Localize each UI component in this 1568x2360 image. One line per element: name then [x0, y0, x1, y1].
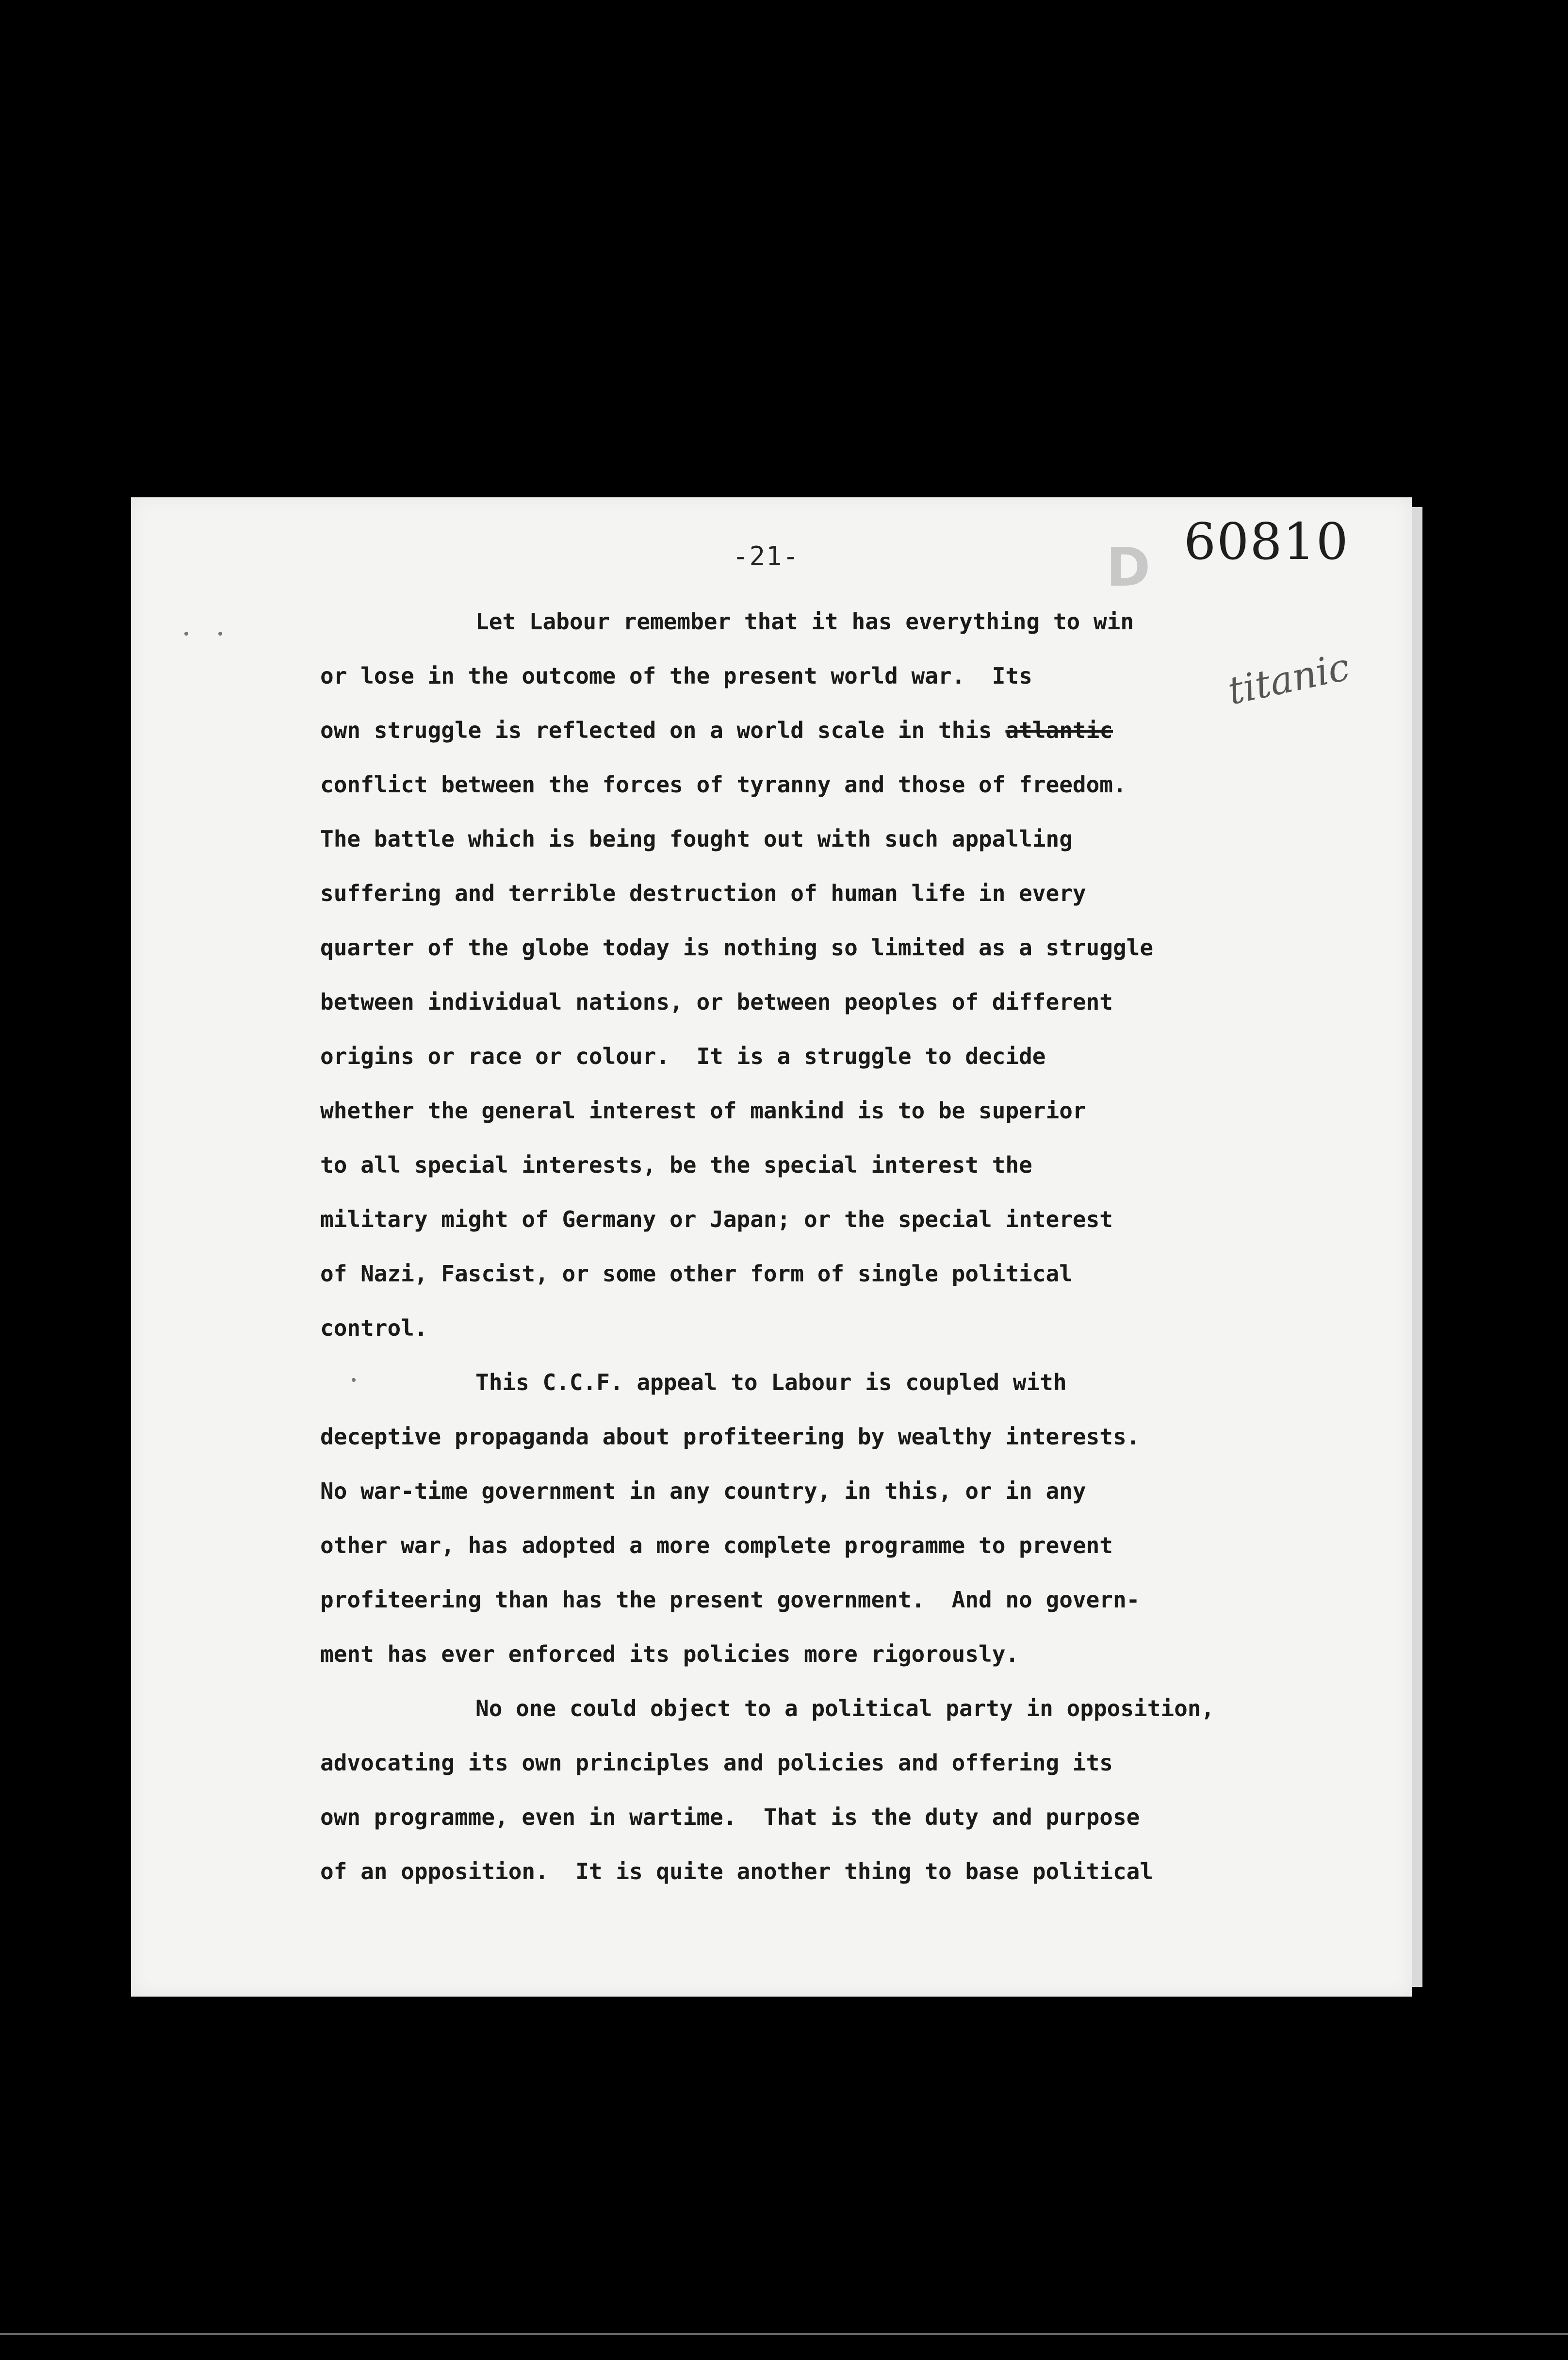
text-line: control. [320, 1315, 428, 1341]
text-line: quarter of the globe today is nothing so limited as a struggle [320, 934, 1154, 961]
document-id: 60810 [1184, 512, 1349, 571]
page-number: -21- [733, 541, 800, 572]
text-line: of an opposition. It is quite another thing to base political [320, 1858, 1154, 1885]
handwritten-correction: titanic [1224, 645, 1354, 714]
text-line: The battle which is being fought out with such appalling [320, 826, 1073, 852]
text-line: of Nazi, Fascist, or some other form of single political [320, 1261, 1073, 1287]
dust-speck [352, 1378, 356, 1382]
archive-stamp-letter: D [1106, 536, 1151, 598]
struck-word: atlantic [1005, 717, 1113, 743]
text-line: deceptive propaganda about profiteering by wealthy interests. [320, 1424, 1140, 1450]
text-line: advocating its own principles and policies and offering its [320, 1750, 1113, 1776]
dust-speck [184, 632, 188, 636]
document-page [131, 497, 1412, 1997]
text-line: other war, has adopted a more complete programme to prevent [320, 1532, 1113, 1558]
text-line: Let Labour remember that it has everything to win [475, 608, 1134, 635]
text-line: origins or race or colour. It is a struggle to decide [320, 1043, 1046, 1069]
text-line: This C.C.F. appeal to Labour is coupled with [475, 1369, 1067, 1395]
dust-speck [218, 632, 222, 636]
text-line: to all special interests, be the special interest the [320, 1152, 1032, 1178]
text-line: between individual nations, or between peoples of different [320, 989, 1113, 1015]
text-line: conflict between the forces of tyranny and those of freedom. [320, 771, 1127, 798]
text-line: No one could object to a political party in opposition, [475, 1695, 1215, 1721]
paragraph-2 [320, 1355, 1504, 1681]
scanner-edge-line [0, 2333, 1568, 2335]
text-line [320, 703, 1504, 757]
paragraph-1 [320, 594, 1504, 1355]
paragraph-3 [320, 1681, 1504, 1899]
text-segment: own struggle is reflected on a world scale in this [320, 717, 1006, 743]
text-line: whether the general interest of mankind is to be superior [320, 1098, 1086, 1124]
text-line: military might of Germany or Japan; or the special interest [320, 1206, 1113, 1232]
text-line: ment has ever enforced its policies more rigorously. [320, 1641, 1019, 1667]
text-line: No war-time government in any country, in this, or in any [320, 1478, 1086, 1504]
text-line: or lose in the outcome of the present world war. Its [320, 663, 1032, 689]
document-body [320, 594, 1504, 1899]
text-line: own programme, even in wartime. That is the duty and purpose [320, 1804, 1140, 1830]
text-line: profiteering than has the present government. And no govern- [320, 1587, 1140, 1613]
text-line: suffering and terrible destruction of human life in every [320, 880, 1086, 906]
